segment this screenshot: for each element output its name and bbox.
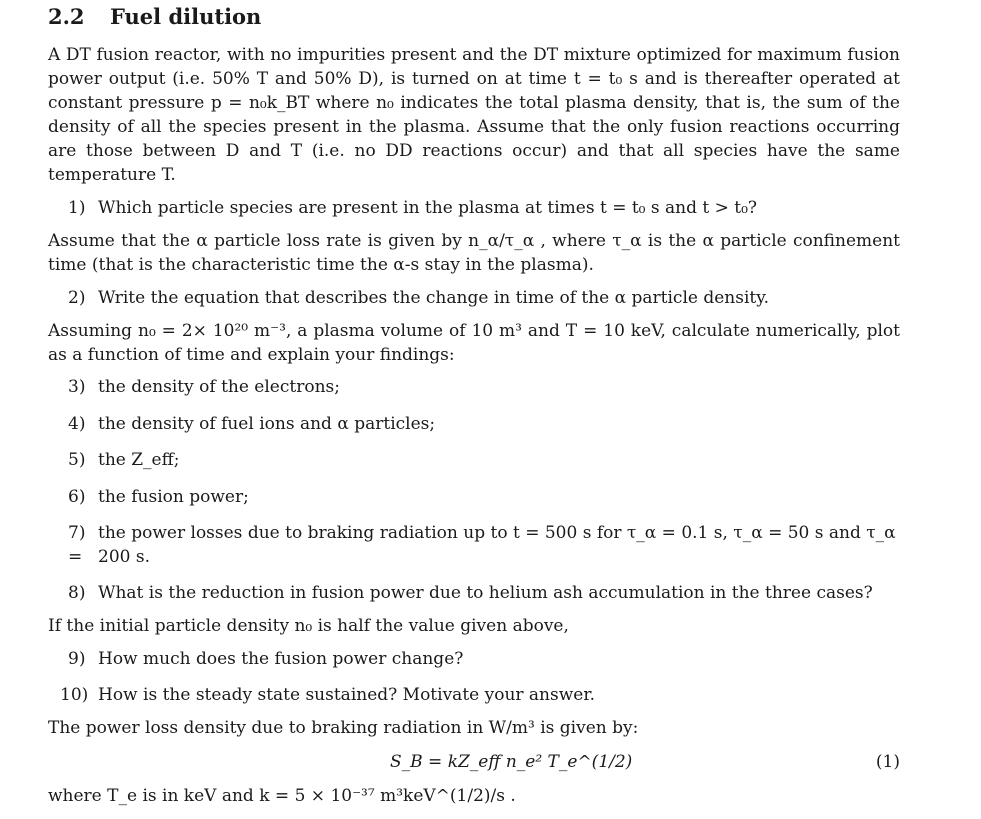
section-title: Fuel dilution [110,4,262,29]
question-text: the density of the electrons; [98,377,340,397]
question-number: 10) [60,685,89,705]
question-text: the fusion power; [98,487,249,507]
section-number: 2.2 [48,4,85,29]
question-number: 3) [68,377,86,397]
question-8 [68,581,900,605]
question-text: Which particle species are present in the plasma at times t = t₀ s and t > t₀? [98,198,758,218]
question-7 [68,521,900,569]
question-number: 9) [68,649,86,669]
power-loss-paragraph: The power loss density due to braking radiation in W/m³ is given by: [48,718,639,738]
question-text: the density of fuel ions and α particles; [98,414,436,434]
question-5 [68,448,900,472]
equation-number: (1) [875,752,900,772]
question-number: 5) [68,450,86,470]
question-text: How much does the fusion power change? [98,649,464,669]
question-text-continued: 200 s. [98,547,150,567]
question-3 [68,375,900,399]
bremsstrahlung-equation: S_B = kZ_eff n_e² T_e^(1/2) [390,752,633,772]
assumptions-paragraph: Assuming n₀ = 2× 10²⁰ m⁻³, a plasma volume of 10 m³ and T = 10 keV, calculate numerically, plot as a function of time and explain your findings: [48,321,900,365]
question-number: 4) [68,414,86,434]
question-text: What is the reduction in fusion power due to helium ash accumulation in the three cases? [98,583,873,603]
question-1 [68,196,900,220]
half-density-paragraph: If the initial particle density n₀ is half the value given above, [48,616,569,636]
question-number: 7) [68,523,86,543]
question-2 [68,286,900,310]
question-9 [68,647,900,671]
question-text: Write the equation that describes the change in time of the α particle density. [98,288,769,308]
question-text: How is the steady state sustained? Motivate your answer. [98,685,596,705]
question-10 [60,683,892,707]
question-number: 6) [68,487,86,507]
section-heading [48,4,261,29]
question-4 [68,412,900,436]
question-number: 2) [68,288,86,308]
question-6 [68,485,900,509]
question-text: the power losses due to braking radiation up to t = 500 s for τ_α = 0.1 s, τ_α = 50 s and τ_α = [68,523,896,567]
question-text: the Z_eff; [98,450,180,470]
constant-definition: where T_e is in keV and k = 5 × 10⁻³⁷ m³keV^(1/2)/s . [48,786,516,806]
question-number: 1) [68,198,86,218]
intro-paragraph: A DT fusion reactor, with no impurities present and the DT mixture optimized for maximum fusion power output (i.e. 50% T and 50% D), is turned on at time t = t₀ s and is thereafter operated at constant pressure p = n₀k_BT where n₀ indicates the total plasma density, that is, the sum of the density of all the species present in the plasma. Assume that the only fusion reactions occurring are those between D and T (i.e. no DD reactions occur) and that all species have the same temperature T. [48,45,900,185]
alpha-loss-paragraph: Assume that the α particle loss rate is given by n_α/τ_α , where τ_α is the α particle confinement time (that is the characteristic time the α-s stay in the plasma). [48,231,900,275]
question-number: 8) [68,583,86,603]
